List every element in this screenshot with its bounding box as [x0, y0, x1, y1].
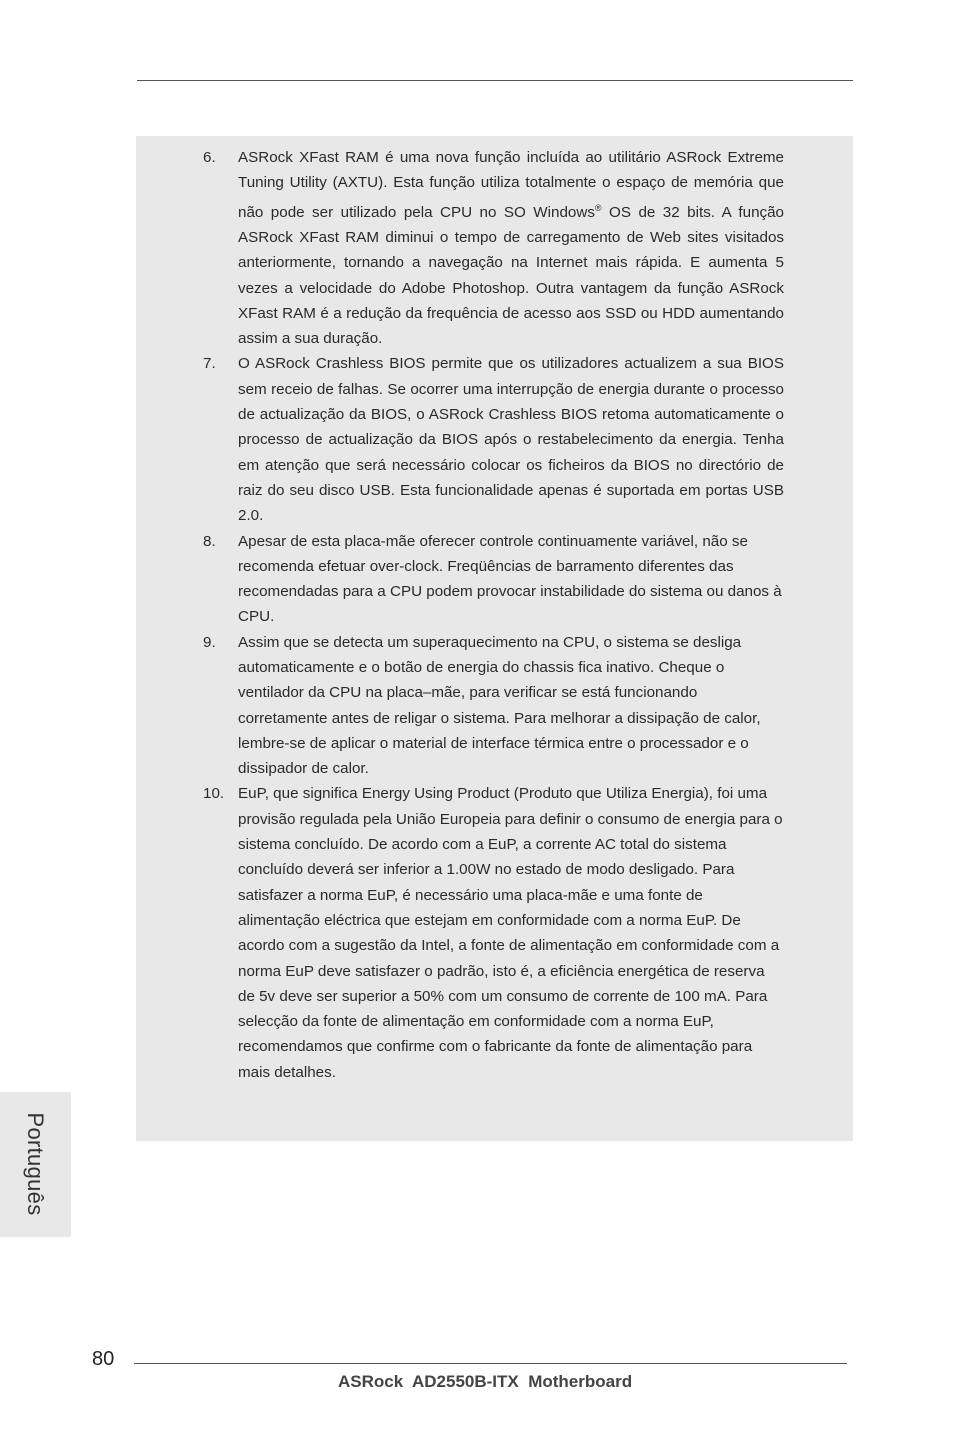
notes-list — [203, 145, 784, 1085]
note-number: 7. — [203, 355, 216, 373]
footer-rule — [134, 1363, 847, 1364]
note-item-10 — [203, 781, 784, 1085]
note-number: 8. — [203, 532, 216, 550]
note-item-6 — [203, 145, 784, 351]
header-rule — [137, 80, 853, 81]
note-number: 6. — [203, 149, 216, 166]
note-item-8 — [203, 529, 784, 630]
registered-mark: ® — [594, 202, 602, 213]
note-number: 9. — [203, 633, 216, 651]
note-text: O ASRock Crashless BIOS permite que os utilizadores actualizem a sua BIOS sem receio de falhas. Se ocorrer uma interrupção de energia durante o processo de actualização da BIOS, o ASRock Crashless BIOS retoma automaticamente o processo de actualização da BIOS após o restabelecimento da energia. Tenha em atenção que será necessário colocar os ficheiros da BIOS no directório de raiz do seu disco USB. Esta funcionalidade apenas é suportada em portas USB 2.0. — [238, 355, 784, 525]
note-text: ASRock XFast RAM é uma nova função incluída ao utilitário ASRock Extreme Tuning Utility (AXTU). Esta função utiliza totalmente o espaço de memória que não pode ser utilizado pela CPU no SO Windows® OS de 32 bits. A função ASRock XFast RAM diminui o tempo de carregamento de Web sites visitados anteriormente, tornando a navegação na Internet mais rápida. E aumenta 5 vezes a velocidade do Adobe Photoshop. Outra vantagem da função ASRock XFast RAM é a redução da frequência de acesso aos SSD ou HDD aumentando assim a sua duração. — [238, 149, 785, 348]
note-item-9 — [203, 630, 784, 782]
language-label: Português — [23, 1112, 48, 1216]
note-text: Apesar de esta placa-mãe oferecer controle continuamente variável, não se recomenda efetuar over-clock. Freqüências de barramento diferentes das recomendadas para a CPU podem provocar instabilidade do sistema ou danos à CPU. — [238, 532, 782, 626]
note-text: EuP, que significa Energy Using Product (Produto que Utiliza Energia), foi uma provisão regulada pela União Europeia para definir o consumo de energia para o sistema concluído. De acordo com a EuP, a corrente AC total do sistema concluído deverá ser inferior a 1.00W no estado de modo desligado. Para satisfazer a norma EuP, é necessário uma placa-mãe e uma fonte de alimentação eléctrica que estejam em conformidade com a norma EuP. De acordo com a sugestão da Intel, a fonte de alimentação em conformidade com a norma EuP deve satisfazer o padrão, isto é, a eficiência energética de reserva de 5v deve ser superior a 50% com um consumo de corrente de 100 mA. Para selecção da fonte de alimentação em conformidade com a norma EuP, recomendamos que confirme com o fabricante da fonte de alimentação para mais detalhes. — [238, 785, 783, 1081]
note-number: 10. — [203, 785, 225, 803]
note-item-7 — [203, 351, 784, 528]
note-text: Assim que se detecta um superaquecimento na CPU, o sistema se desliga automaticamente e o botão de energia do chassis fica inativo. Cheque o ventilador da CPU na placa–mãe, para verificar se está funcionando corretamente antes de religar o sistema. Para melhorar a dissipação de calor, lembre-se de aplicar o material de interface térmica entre o processador e o dissipador de calor. — [238, 633, 761, 778]
language-side-tab — [0, 1092, 71, 1237]
footer-title: ASRock AD2550B-ITX Motherboard — [338, 1372, 633, 1391]
page-number: 80 — [92, 1348, 115, 1370]
